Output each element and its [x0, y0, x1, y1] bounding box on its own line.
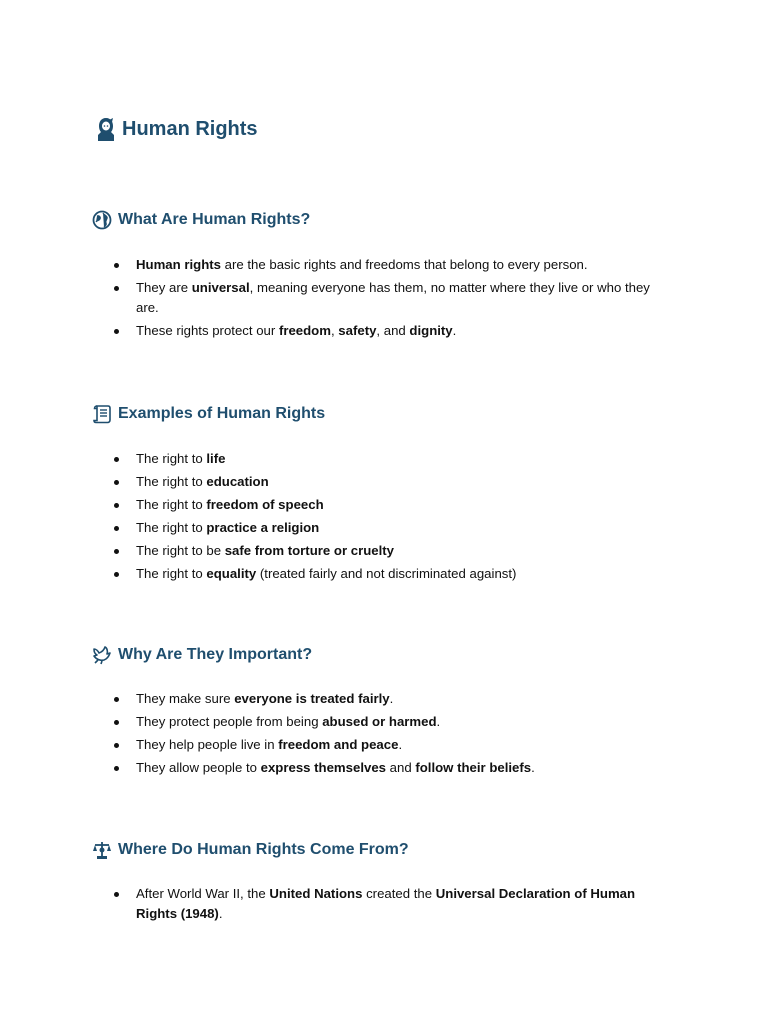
list-item — [112, 472, 672, 492]
list-text: The right to — [136, 566, 207, 581]
section-heading-where — [92, 840, 409, 860]
list-item — [112, 689, 672, 709]
list-text: . — [531, 760, 535, 775]
list-text: and — [386, 760, 416, 775]
list-item — [112, 884, 672, 924]
bold-term: life — [206, 451, 226, 466]
bold-term: abused or harmed — [322, 714, 437, 729]
list-text: The right to — [136, 451, 207, 466]
list-text: . — [398, 737, 403, 752]
list-item — [112, 758, 672, 778]
bold-term: universal — [191, 280, 250, 295]
bold-term: freedom — [278, 323, 331, 338]
list-text: The right to — [136, 497, 207, 512]
section-heading-text: Where Do Human Rights Come From? — [118, 841, 409, 858]
list-text: . — [452, 323, 457, 338]
list-item — [112, 449, 672, 469]
page-title-text: Human Rights — [122, 117, 258, 140]
list-text: The right to — [136, 520, 207, 535]
list-examples — [112, 449, 672, 587]
bold-term: freedom of speech — [206, 497, 324, 512]
list-text: , meaning everyone has them, no matter where they live or who they are. — [136, 280, 650, 315]
list-text: , — [330, 323, 339, 338]
bold-term: everyone is treated fairly — [234, 691, 390, 706]
section-heading-what — [92, 210, 310, 230]
bold-term: equality — [206, 566, 257, 581]
list-item — [112, 495, 672, 515]
list-text: . — [389, 691, 394, 706]
section-heading-text: Examples of Human Rights — [118, 405, 326, 422]
list-item — [112, 255, 672, 275]
bold-term: Universal Declaration of Human Rights (1948) — [136, 886, 636, 921]
list-text: They help people live in — [136, 737, 279, 752]
bold-term: safety — [338, 323, 377, 338]
list-text: . — [218, 906, 223, 921]
bold-term: education — [206, 474, 269, 489]
bold-term: express themselves — [260, 760, 386, 775]
list-why — [112, 689, 672, 781]
list-text: . — [436, 714, 441, 729]
bold-term: practice a religion — [206, 520, 320, 535]
scroll-icon — [92, 404, 112, 424]
bold-term: safe from torture or cruelty — [224, 543, 394, 558]
list-item — [112, 321, 672, 341]
section-heading-examples — [92, 404, 325, 424]
list-text: These rights protect our — [136, 323, 279, 338]
list-item — [112, 278, 672, 318]
list-text: (treated fairly and not discriminated against) — [256, 566, 517, 581]
list-what — [112, 255, 672, 344]
dove-icon — [92, 645, 112, 665]
list-text: The right to be — [136, 543, 225, 558]
list-where — [112, 884, 672, 927]
list-text: After World War II, the — [136, 886, 270, 901]
list-text: They allow people to — [136, 760, 261, 775]
list-text: They make sure — [136, 691, 235, 706]
scales-icon — [92, 840, 112, 860]
section-heading-text: Why Are They Important? — [118, 646, 313, 663]
list-item — [112, 541, 672, 561]
list-text: created the — [362, 886, 436, 901]
page-title — [94, 116, 258, 142]
bold-term: Human rights — [136, 257, 221, 272]
list-item — [112, 518, 672, 538]
bold-term: follow their beliefs — [415, 760, 532, 775]
list-text: , and — [376, 323, 410, 338]
list-text: They protect people from being — [136, 714, 323, 729]
person-in-hijab-icon — [94, 116, 118, 142]
bold-term: freedom and peace — [278, 737, 399, 752]
list-item — [112, 735, 672, 755]
globe-icon — [92, 210, 112, 230]
bold-term: United Nations — [269, 886, 363, 901]
section-heading-text: What Are Human Rights? — [118, 211, 311, 228]
list-text: They are — [136, 280, 192, 295]
list-item — [112, 712, 672, 732]
list-text: are the basic rights and freedoms that belong to every person. — [221, 257, 588, 272]
section-heading-why — [92, 645, 312, 665]
bold-term: dignity — [409, 323, 453, 338]
list-text: The right to — [136, 474, 207, 489]
list-item — [112, 564, 672, 584]
